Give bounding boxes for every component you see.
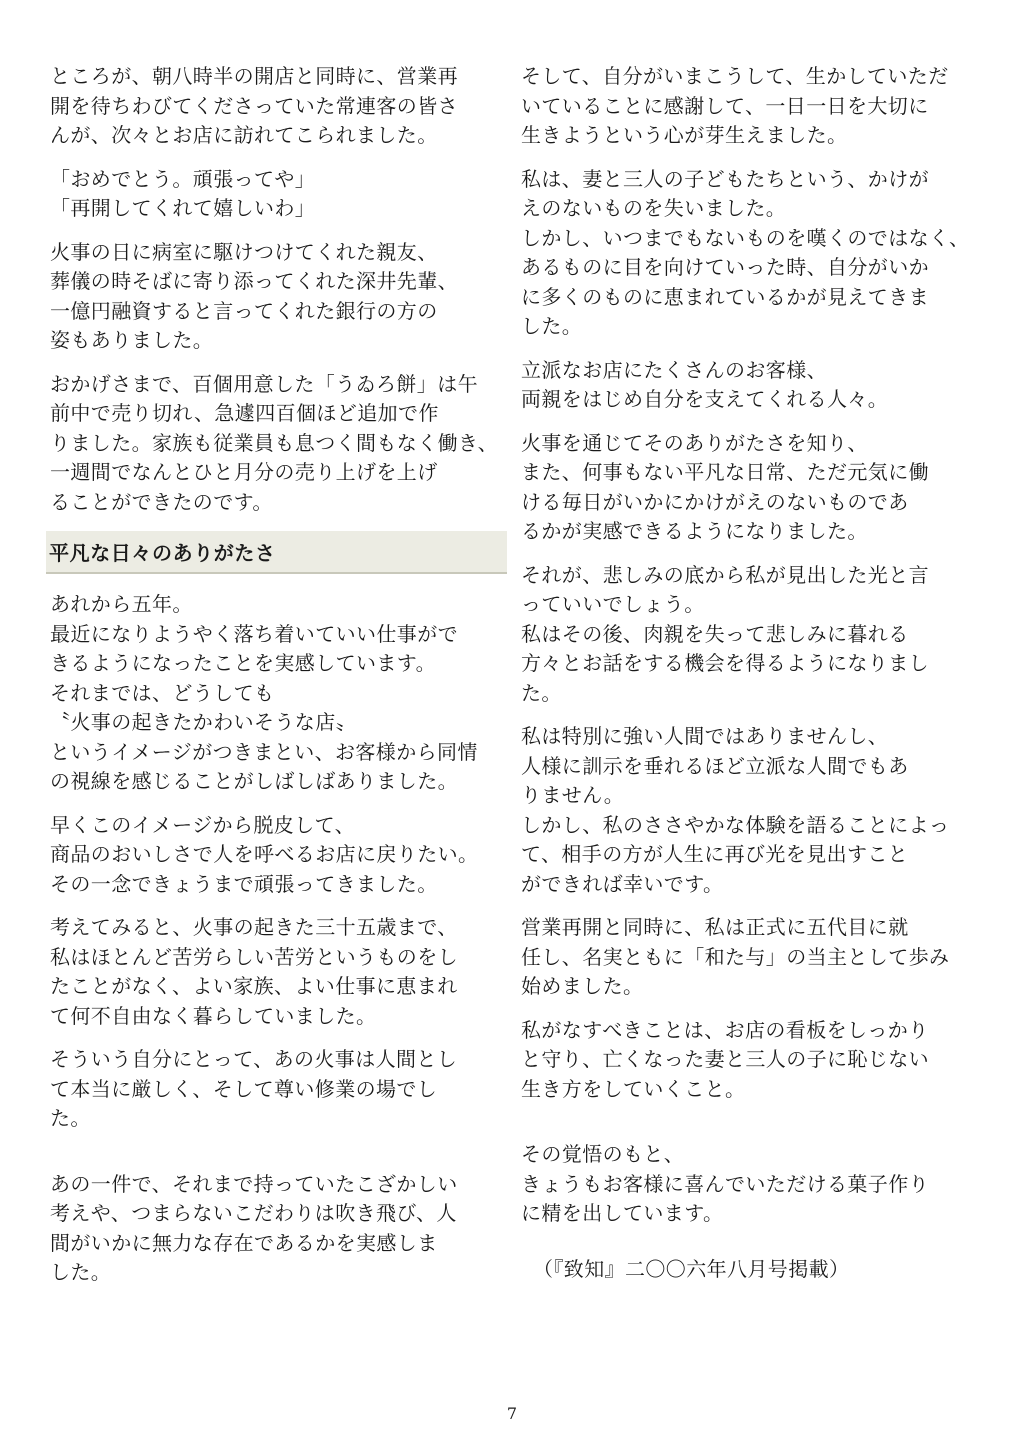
text-line: あの一件で、それまで持っていたこざかしい	[50, 1171, 458, 1196]
section-heading: 平凡な日々のありがたさ	[46, 531, 507, 574]
text-line: そして、自分がいまこうして、生かしていただ	[521, 64, 949, 88]
text-line: ところが、朝八時半の開店と同時に、営業再	[50, 64, 458, 88]
paragraph	[521, 62, 976, 151]
text-line: と守り、亡くなった妻と三人の子に恥じない	[521, 1047, 929, 1071]
paragraph	[521, 561, 976, 709]
text-line: 生きようという心が芽生えました。	[521, 123, 848, 147]
text-line: ることができたのです。	[50, 489, 273, 514]
right-paragraphs-bottom	[521, 1140, 976, 1229]
paragraph	[50, 590, 505, 797]
text-line: 方々とお話をする機会を得るようになりまし	[521, 651, 929, 675]
text-line: ける毎日がいかにかけがえのないものであ	[521, 489, 909, 514]
text-line: 私がなすべきことは、お店の看板をしっかり	[521, 1017, 929, 1042]
text-line: んが、次々とお店に訪れてこられました。	[50, 123, 438, 147]
text-line: きるようになったことを実感しています。	[50, 651, 436, 675]
text-line: あれから五年。	[50, 592, 193, 616]
paragraph	[50, 370, 505, 518]
text-line: に精を出しています。	[521, 1201, 724, 1225]
text-line: 考えや、つまらないこだわりは吹き飛び、人	[50, 1201, 457, 1225]
text-line: というイメージがつきまとい、お客様から同情	[50, 739, 478, 764]
text-line: 「再開してくれて嬉しいわ」	[50, 196, 316, 220]
text-line: しかし、いつまでもないものを嘆くのではなく、	[521, 225, 970, 250]
paragraph	[521, 356, 976, 415]
text-line: 始めました。	[521, 974, 644, 998]
text-line: 「おめでとう。頑張ってや」	[50, 166, 316, 191]
text-line: の視線を感じることがしばしばありました。	[50, 769, 458, 793]
paragraph	[521, 1016, 976, 1105]
text-line: 火事を通じてそのありがたさを知り、	[521, 430, 868, 455]
text-line: 〝火事の起きたかわいそうな店〟	[50, 710, 356, 734]
citation: （『致知』二〇〇六年八月号掲載）	[533, 1256, 850, 1281]
paragraph	[50, 238, 505, 356]
text-line: した。	[521, 314, 583, 338]
paragraph	[50, 165, 505, 224]
text-line: 私は、妻と三人の子どもたちという、かけが	[521, 166, 929, 191]
text-line: 葬儀の時そばに寄り添ってくれた深井先輩、	[50, 269, 458, 293]
text-line: いていることに感謝して、一日一日を大切に	[521, 93, 929, 118]
text-line: した。	[50, 1260, 112, 1284]
paragraph	[50, 1045, 505, 1134]
text-line: 早くこのイメージから脱皮して、	[50, 812, 355, 837]
paragraph	[50, 913, 505, 1031]
text-line: っていいでしょう。	[521, 592, 705, 616]
text-line: 立派なお店にたくさんのお客様、	[521, 357, 827, 382]
text-line: るかが実感できるようになりました。	[521, 519, 868, 543]
text-line: 火事の日に病室に駆けつけてくれた親友、	[50, 239, 438, 264]
paragraph	[521, 165, 976, 342]
text-line: 最近になりようやく落ち着いていい仕事がで	[50, 621, 458, 646]
paragraph-gap	[50, 1148, 505, 1170]
paragraph	[50, 811, 505, 900]
text-line: りました。家族も従業員も息つく間もなく働き、	[50, 430, 498, 455]
text-line: 人様に訓示を垂れるほど立派な人間でもあ	[521, 753, 909, 778]
text-line: あるものに目を向けていった時、自分がいか	[521, 255, 929, 279]
text-line: 私はその後、肉親を失って悲しみに暮れる	[521, 621, 909, 646]
text-line: 両親をはじめ自分を支えてくれる人々。	[521, 387, 889, 411]
text-line: 前中で売り切れ、急遽四百個ほど追加で作	[50, 401, 439, 425]
paragraph	[521, 429, 976, 547]
right-paragraphs-top	[521, 62, 976, 1104]
text-line: 一億円融資すると言ってくれた銀行の方の	[50, 298, 438, 323]
text-line: ができれば幸いです。	[521, 871, 724, 896]
text-line: それが、悲しみの底から私が見出した光と言	[521, 562, 929, 587]
paragraph	[521, 913, 976, 1002]
text-line: 生き方をしていくこと。	[521, 1076, 746, 1101]
text-line: た。	[50, 1106, 91, 1130]
text-line: おかげさまで、百個用意した「うゐろ餅」は午	[50, 371, 478, 396]
paragraph	[50, 1170, 505, 1288]
text-line: たことがなく、よい家族、よい仕事に恵まれ	[50, 974, 458, 998]
text-line: また、何事もない平凡な日常、ただ元気に働	[521, 460, 929, 484]
text-line: て本当に厳しく、そして尊い修業の場でし	[50, 1076, 438, 1101]
text-line: そういう自分にとって、あの火事は人間とし	[50, 1047, 458, 1071]
text-line: その一念できょうまで頑張ってきました。	[50, 871, 438, 896]
left-column	[50, 62, 505, 1302]
text-line: 営業再開と同時に、私は正式に五代目に就	[521, 915, 909, 939]
paragraph-gap	[521, 1118, 976, 1140]
text-line: 姿もありました。	[50, 328, 214, 352]
text-line: しかし、私のささやかな体験を語ることによっ	[521, 812, 950, 837]
text-line: 私はほとんど苦労らしい苦労というものをし	[50, 944, 458, 969]
text-line: て、相手の方が人生に再び光を見出すこと	[521, 842, 909, 866]
text-line: 間がいかに無力な存在であるかを実感しま	[50, 1230, 438, 1255]
page-number: 7	[506, 1404, 518, 1423]
right-column	[521, 62, 976, 1284]
left-paragraphs-bottom	[50, 1170, 505, 1288]
paragraph	[50, 62, 505, 151]
text-line: その覚悟のもと、	[521, 1142, 685, 1166]
text-line: 考えてみると、火事の起きた三十五歳まで、	[50, 915, 458, 939]
text-line: 私は特別に強い人間ではありませんし、	[521, 724, 889, 748]
paragraph	[521, 722, 976, 899]
text-line: て何不自由なく暮らしていました。	[50, 1003, 377, 1028]
text-line: えのないものを失いました。	[521, 196, 787, 220]
text-line: 任し、名実ともに「和た与」の当主として歩み	[521, 944, 950, 969]
text-line: に多くのものに恵まれているかが見えてきま	[521, 284, 929, 309]
text-line: 一週間でなんとひと月分の売り上げを上げ	[50, 460, 438, 484]
text-line: それまでは、どうしても	[50, 680, 275, 705]
text-line: た。	[521, 680, 562, 705]
text-line: りません。	[521, 783, 625, 807]
text-line: 商品のおいしさで人を呼べるお店に戻りたい。	[50, 842, 479, 866]
paragraph	[521, 1140, 976, 1229]
left-paragraphs-top	[50, 62, 505, 517]
text-line: きょうもお客様に喜んでいただける菓子作り	[521, 1171, 929, 1196]
left-paragraphs-middle	[50, 590, 505, 1134]
text-line: 開を待ちわびてくださっていた常連客の皆さ	[50, 93, 458, 118]
